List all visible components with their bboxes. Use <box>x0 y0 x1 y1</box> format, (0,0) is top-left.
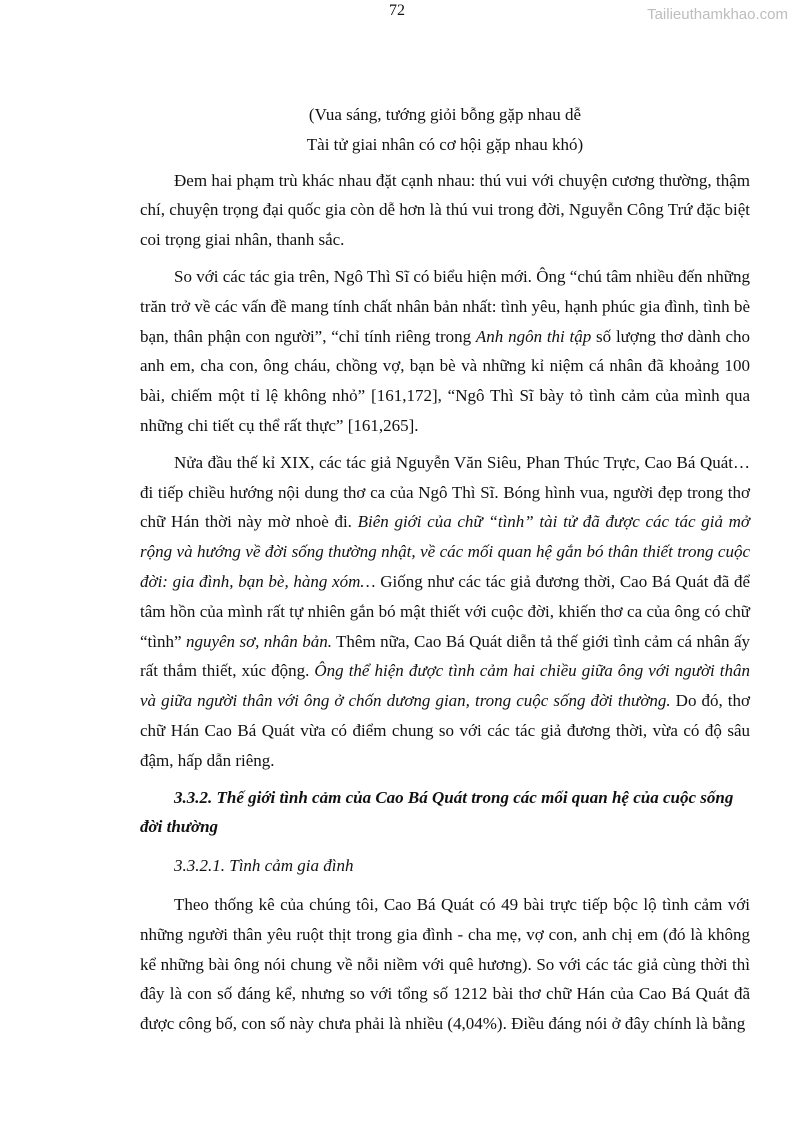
paragraph-2-text-c: số lượng thơ dành cho anh em, cha con, ông cháu, chồng vợ, bạn bè và những kỉ niệm cá nhân đã khoảng 100 bài, chiếm một tỉ lệ không nhỏ” [161,172], “Ngô Thì Sĩ bày tỏ tình cảm của mình qua những chi tiết cụ thể rất thực” [161,265]. <box>140 326 750 435</box>
paragraph-3-text-c: Giống như các tác giả đương thời, Cao Bá Quát đã để tâm hồn của mình rất tự nhiên gắn bó mật thiết với cuộc đời, khiến thơ ca của ông có chữ “tình” <box>140 571 750 651</box>
verse-line-2: Tài tử giai nhân có cơ hội gặp nhau khó) <box>306 134 584 154</box>
paragraph-3-italic-f: Ông thể hiện được tình cảm hai chiều giữa ông với người thân và giữa người thân với ông ở chốn dương gian, trong cuộc sống đời thường. <box>140 661 751 711</box>
page-number: 72 <box>389 2 405 19</box>
section-heading: 3.3.2. Thế giới tình cảm của Cao Bá Quát trong các mối quan hệ của cuộc sống đời thường <box>140 787 734 837</box>
paragraph-3 <box>140 448 750 776</box>
paragraph-3-text-e: Thêm nữa, Cao Bá Quát diễn tả thế giới tình cảm cá nhân ấy rất thắm thiết, xúc động. <box>140 631 750 681</box>
subsection-heading: 3.3.2.1. Tình cảm gia đình <box>174 856 354 876</box>
paragraph-3-text-a: Nửa đầu thế kỉ XIX, các tác giả Nguyễn Văn Siêu, Phan Thúc Trực, Cao Bá Quát… đi tiếp chiều hướng nội dung thơ ca của Ngô Thì Sĩ. Bóng hình vua, người đẹp trong thơ chữ Hán thời này mờ nhoè đi. <box>140 452 750 532</box>
verse-line-1: (Vua sáng, tướng giỏi bỗng gặp nhau dễ <box>308 105 582 124</box>
watermark: Tailieuthamkhao.com <box>647 6 788 23</box>
paragraph-3-italic-b: Biên giới của chữ “tình” tài tử đã được các tác giả mở rộng và hướng về đời sống thường nhật, về các mối quan hệ gắn bó thân thiết trong cuộc đời: gia đình, bạn bè, hàng xóm… <box>140 512 751 591</box>
verse-quote <box>140 100 750 160</box>
paragraph-3-text-g: Do đó, thơ chữ Hán Cao Bá Quát vừa có điểm chung so với các tác giả đương thời, vừa có độ sâu đậm, hấp dẫn riêng. <box>140 691 750 770</box>
paragraph-2 <box>140 262 750 441</box>
paragraph-4: Theo thống kê của chúng tôi, Cao Bá Quát có 49 bài trực tiếp bộc lộ tình cảm với những người thân yêu ruột thịt trong gia đình - cha mẹ, vợ con, anh chị em (đó là không kể những bài ông nói chung về nỗi niềm với quê hương). So với các tác giả cùng thời thì đây là con số đáng kể, nhưng so với tổng số 1212 bài thơ chữ Hán của Cao Bá Quát đã được công bố, con số này chưa phải là nhiều (4,04%). Điều đáng nói ở đây chính là bằng <box>140 894 750 1034</box>
document-body <box>140 100 750 1046</box>
paragraph-1: Đem hai phạm trù khác nhau đặt cạnh nhau: thú vui với chuyện cương thường, thậm chí, chuyện trọng đại quốc gia còn dễ hơn là thú vui trong đời, Nguyễn Công Trứ đặc biệt coi trọng giai nhân, thanh sắc. <box>140 170 750 250</box>
paragraph-3-italic-d: nguyên sơ, nhân bản. <box>185 631 332 651</box>
paragraph-2-text-a: So với các tác gia trên, Ngô Thì Sĩ có biểu hiện mới. Ông “chú tâm nhiều đến những trăn trở về các vấn đề mang tính chất nhân bản nhất: tình yêu, hạnh phúc gia đình, tình bè bạn, thân phận con người”, “chỉ tính riêng trong <box>140 266 750 346</box>
book-title-anh-ngon-thi-tap: Anh ngôn thi tập <box>475 326 592 346</box>
